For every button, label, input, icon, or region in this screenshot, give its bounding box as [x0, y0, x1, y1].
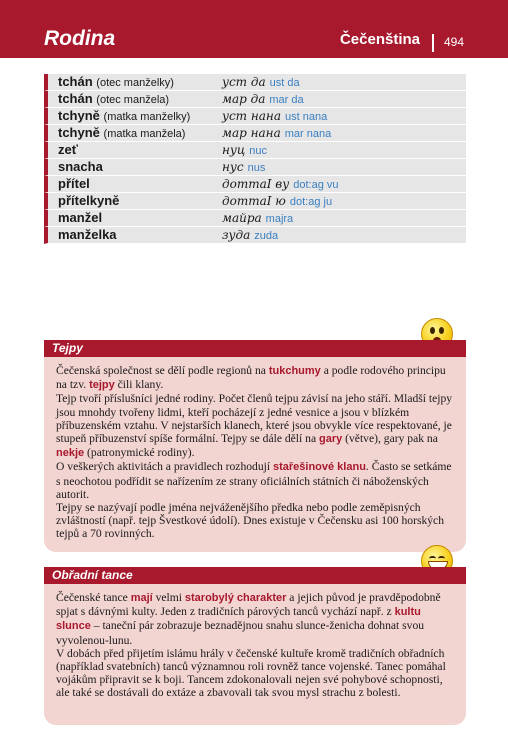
- box-body: [44, 584, 466, 708]
- chechen-word: нус nus: [222, 160, 266, 174]
- page-number: 494: [444, 35, 465, 49]
- transcription: nuc: [249, 145, 267, 157]
- czech-term: tchyně (matka manželky): [58, 108, 191, 123]
- box-title: Obřadní tance: [44, 567, 466, 584]
- chechen-word: доттаӀ ю dot:ag ju: [222, 194, 333, 208]
- chechen-word: нуц nuc: [222, 143, 267, 157]
- chechen-word: зуда zuda: [222, 228, 279, 242]
- paragraph: Čečenské tance mají velmi starobylý charakter a jejich původ je pravděpodobně spjat s dávnými kulty. Jeden z tradičních párových tanců vychází např. z kultu slunce – taneční pár zobrazuje beznadějnou snahu slunce-ženicha dohnat svou vyvolenou-lunu.: [56, 591, 441, 647]
- chechen-word: мар да mar da: [222, 92, 304, 106]
- vocab-row: [44, 142, 466, 159]
- czech-term: přítel: [58, 176, 90, 191]
- info-box-tejpy: [44, 340, 466, 552]
- term-note: (otec manželky): [96, 77, 174, 89]
- paragraph: Tejpy se nazývají podle jména nejváženějšího předka nebo podle zeměpisných zvláštností (např. tejp Švestkové údolí). Dnes existuje v Čečensku asi 100 horských tejpů a 70 rovinných.: [56, 501, 444, 541]
- term-note: (matka manželky): [103, 111, 191, 123]
- term-note: (otec manžela): [96, 94, 170, 106]
- vocab-row: [44, 227, 466, 244]
- czech-term: zeť: [58, 142, 78, 157]
- czech-term: tchán (otec manžela): [58, 91, 170, 106]
- vocab-row: [44, 108, 466, 125]
- term-note: (matka manžela): [103, 128, 186, 140]
- chapter-title: Rodina: [44, 27, 116, 50]
- header-divider: [432, 34, 434, 52]
- chechen-word: мар нана mar nana: [222, 126, 332, 140]
- chechen-word: майра majra: [222, 211, 294, 225]
- czech-term: manžel: [58, 210, 103, 225]
- vocab-row: [44, 193, 466, 210]
- vocab-row: [44, 74, 466, 91]
- transcription: zuda: [254, 230, 279, 242]
- transcription: mar da: [269, 94, 304, 106]
- paragraph: V dobách před přijetím islámu hrály v čečenské kultuře kromě tradičních obřadních (například svatebních) tanců významnou roli rovněž tance vojenské. Tanec pomáhal vojákům připravit se k boji. Tancem zdokonalovali nejen své pohybové schopnosti, ale také se dostávali do extáze a zbavovali tak svou mysl strachu z bolesti.: [56, 646, 446, 700]
- czech-term: tchán (otec manželky): [58, 74, 174, 89]
- transcription: majra: [265, 213, 294, 225]
- vocab-row: [44, 159, 466, 176]
- transcription: ust nana: [285, 111, 328, 123]
- czech-term: manželka: [58, 227, 117, 242]
- vocabulary-table: [44, 74, 466, 244]
- language-label: Čečenština: [339, 31, 420, 48]
- vocab-row: [44, 125, 466, 142]
- transcription: dot:ag ju: [289, 196, 333, 208]
- box-title: Tejpy: [44, 340, 466, 357]
- transcription: dot:ag vu: [293, 179, 339, 191]
- transcription: ust da: [269, 77, 300, 89]
- paragraph: Čečenská společnost se dělí podle regionů na tukchumy a podle rodového principu na tzv. tejpy čili klany.: [56, 364, 446, 392]
- paragraph: O veškerých aktivitách a pravidlech rozhodují stařešinové klanu. Často se setkáme s neochotou podřídit se nařízením ze strany oficiálních státních či náboženských autorit.: [56, 460, 452, 501]
- vocab-row: [44, 91, 466, 108]
- box-body: [44, 357, 466, 549]
- vocab-row: [44, 176, 466, 193]
- transcription: nus: [247, 162, 266, 174]
- czech-term: tchyně (matka manžela): [58, 125, 186, 140]
- czech-term: přítelkyně: [58, 193, 120, 208]
- chechen-word: уст да ust da: [222, 75, 300, 89]
- chechen-word: уст нана ust nana: [222, 109, 328, 123]
- vocab-row: [44, 210, 466, 227]
- page-header: [0, 0, 508, 58]
- chechen-word: доттаӀ ву dot:ag vu: [222, 177, 339, 191]
- info-box-obradni-tance: [44, 567, 466, 725]
- paragraph: Tejp tvoří příslušníci jedné rodiny. Počet členů tejpu závisí na jeho stáří. Mladší tejpy jsou mnohdy tvořeny lidmi, kteří pocházejí z jedné vesnice a jsou v blízkém příbuzenském vztahu. V nejstarších klanech, které jsou obvykle více respektované, je stupeň příbuzenství spíše formální. Tejpy se dále dělí na gary (větve), gary pak na nekje (patronymické rodiny).: [56, 392, 453, 460]
- czech-term: snacha: [58, 159, 103, 174]
- transcription: mar nana: [284, 128, 332, 140]
